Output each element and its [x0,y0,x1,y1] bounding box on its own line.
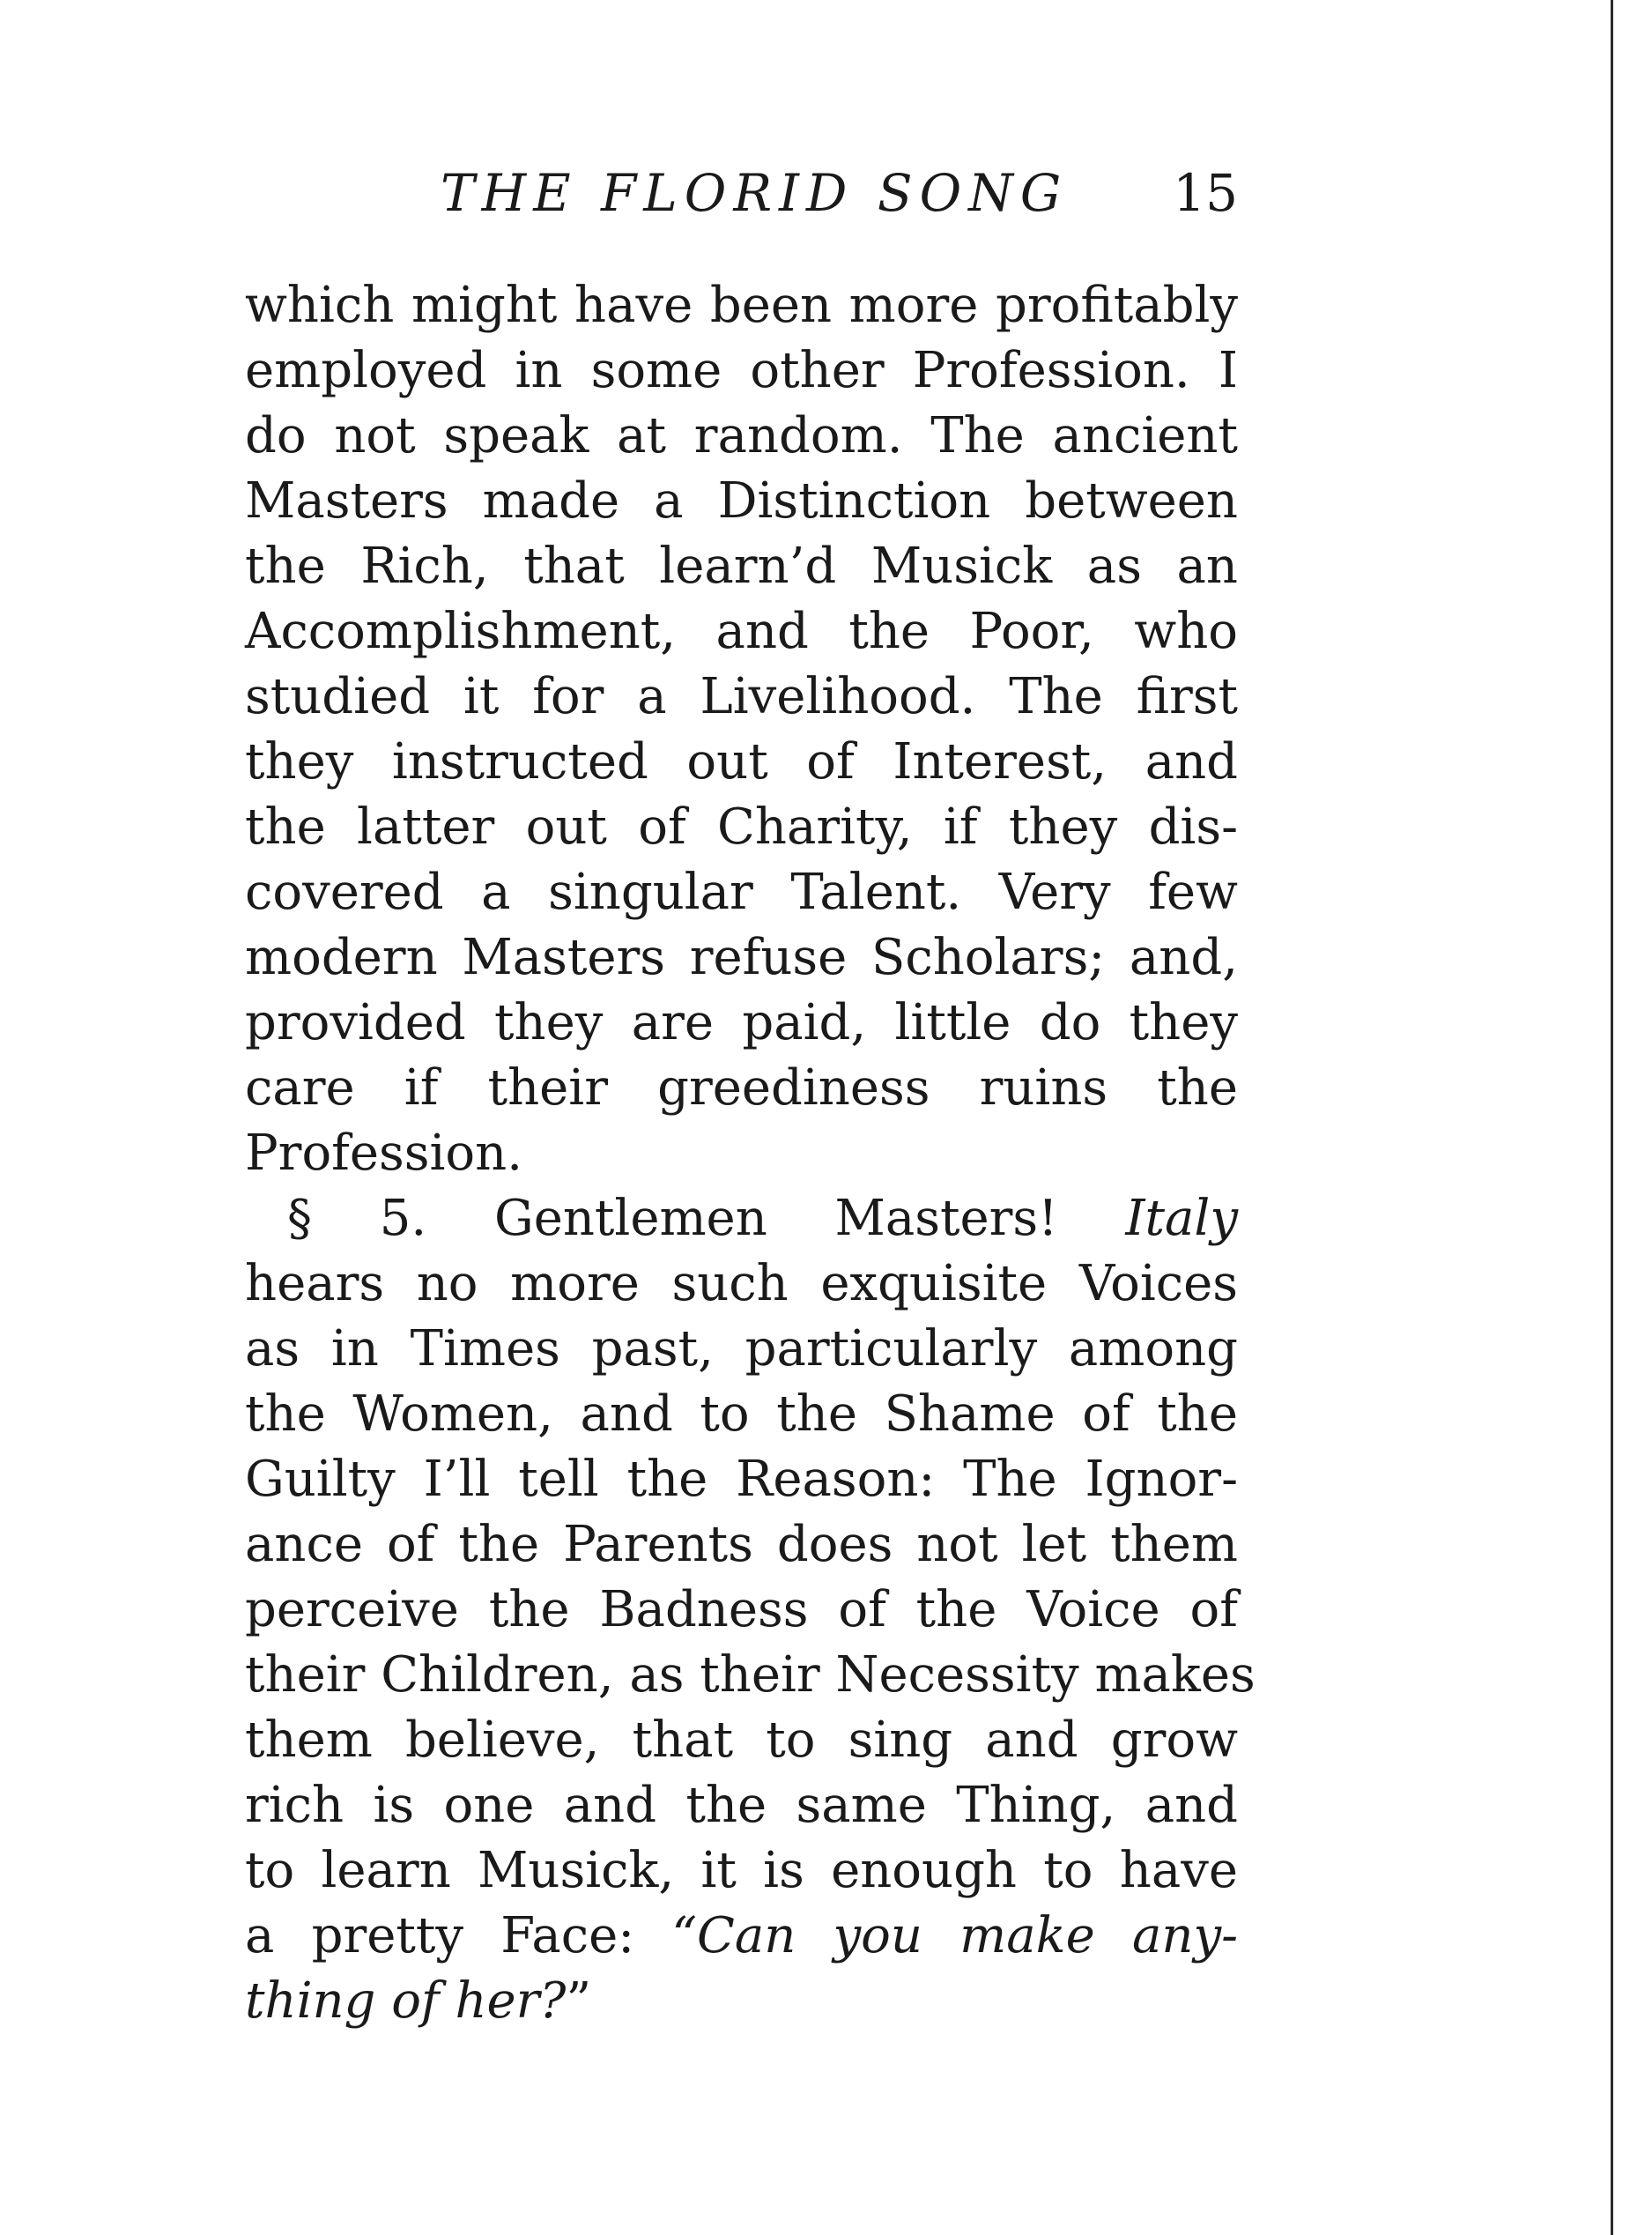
text-line: Profession. [245,1125,522,1182]
italic-word-italy: Italy [1125,1190,1238,1247]
italic-quote: “Can you make any- [671,1907,1238,1964]
text-line: do not speak at random. The ancient [245,407,1238,464]
closing-quote-mark: ” [566,1972,592,2030]
text-line: to learn Musick, it is enough to have [245,1842,1238,1899]
text-line: employed in some other Profession. I [245,342,1238,399]
paragraph-1 [245,273,1238,1186]
body-text [245,273,1256,2034]
text-line: them believe, that to sing and grow [245,1712,1238,1769]
text-line: the latter out of Charity, if they dis- [245,798,1238,856]
text-line [245,1969,1238,2034]
text-line: studied it for a Livelihood. The first [245,668,1238,725]
italic-quote-end: thing of her? [245,1972,567,2030]
text-line: perceive the Badness of the Voice of [245,1581,1238,1638]
text-line: as in Times past, particularly among [245,1320,1238,1377]
text-line: the Rich, that learn’d Musick as an [245,538,1238,595]
text-line [245,1904,1238,1969]
text-line: ance of the Parents does not let them [245,1516,1238,1573]
text-line: provided they are paid, little do they [245,994,1238,1051]
text-line: rich is one and the same Thing, and [245,1777,1238,1834]
text-line: the Women, and to the Shame of the [245,1385,1238,1443]
text-line: covered a singular Talent. Very few [245,864,1238,921]
paragraph-2 [245,1186,1256,2034]
text-line: modern Masters refuse Scholars; and, [245,929,1238,986]
running-title: THE FLORID SONG [441,163,1069,223]
text-line: care if their greediness ruins the [245,1059,1238,1117]
text-line: hears no more such exquisite Voices [245,1255,1238,1312]
text-line: Masters made a Distinction between [245,472,1238,530]
text-line: which might have been more profitably [245,277,1238,334]
text-line: Accomplishment, and the Poor, who [245,603,1238,660]
text-line: Guilty I’ll tell the Reason: The Ignor- [245,1451,1238,1508]
text-line: their Children, as their Necessity makes [245,1646,1256,1704]
text-line [245,1186,1238,1251]
running-header [441,152,1238,235]
section-lead-text: § 5. Gentlemen Masters! [287,1190,1058,1247]
page-edge-line [1611,0,1613,2235]
quote-lead-text: a pretty Face: [245,1907,635,1964]
page-number: 15 [1173,163,1238,223]
text-line: they instructed out of Interest, and [245,733,1238,791]
